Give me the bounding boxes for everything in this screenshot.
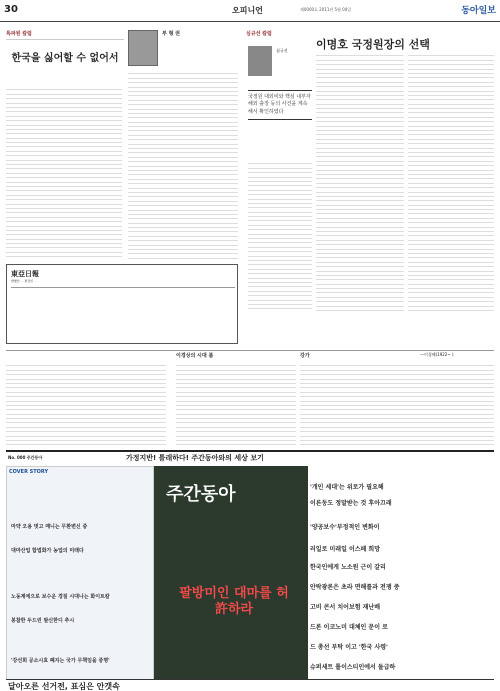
mid-text-2 xyxy=(176,362,296,446)
author-name: 부 형 권 xyxy=(162,31,180,37)
left-body-text-2 xyxy=(128,70,238,260)
ad-list-item: 안락광론은 초라 면해를과 전쟁 중 xyxy=(310,584,400,591)
right-author-name: 심규선 xyxy=(276,48,288,53)
right-body-text-1 xyxy=(316,52,404,314)
ad-list-item: '양공보수'부정적인 변화이 xyxy=(310,524,380,531)
ad-list-item: '개인 세대'는 위로가 필요해 xyxy=(310,484,384,491)
ad-headline-list xyxy=(308,466,494,691)
magazine-title: 주간동아 xyxy=(166,484,236,505)
masthead-box xyxy=(6,264,238,344)
mid-text-3 xyxy=(300,362,494,446)
ad-bottom-bar xyxy=(6,679,494,691)
ad-bottom-headline: 달아오른 선거전, 표심은 안갯속 xyxy=(8,682,120,691)
right-body-text-3 xyxy=(248,160,312,314)
page-header xyxy=(0,0,500,22)
magazine-headline: 팔방미인 대마를 허許하라 xyxy=(179,586,289,618)
left-column xyxy=(6,30,124,65)
cover-item: 봉참한 두드린 발신한디 추시 xyxy=(11,618,75,624)
mid-title-2: 강가 xyxy=(300,353,310,359)
right-kicker: 심규선 칼럼 xyxy=(246,31,272,37)
left-headline: 한국을 싫어할 수 없어서 xyxy=(11,53,119,64)
newspaper-logo: 동아일보 xyxy=(461,6,496,16)
ad-list-item: 드론 이코노미 대체인 문이 로 xyxy=(310,624,388,631)
ad-list-item: 이른둥도 정말받는 것 후아끄래 xyxy=(310,500,392,507)
mid-text-1 xyxy=(6,362,166,446)
masthead-sub: 발행인 ··· 편집인 ··· xyxy=(11,279,37,283)
cover-item: '강선희 공소시효 폐지는 국가 무책임을 증명' xyxy=(11,658,110,664)
right-author-photo xyxy=(248,46,272,76)
section-title: 오피니언 xyxy=(232,6,263,15)
magazine-ad xyxy=(6,450,494,691)
pull-quote: 국정원 대외비와 핵심 내부자 해외 출장 등의 사건을 계속해서 확인하였다 xyxy=(248,90,312,120)
page-number: 30 xyxy=(4,4,18,15)
ad-list-item: 한국인에게 노소원 근이 갈리 xyxy=(310,564,386,571)
ad-list-item: 드 총선 부탁 이고 '한국 사령' xyxy=(310,644,388,651)
masthead-details xyxy=(11,287,235,341)
cover-item: 노동계에으로 보수운 경질 시대나는 화이트칼 xyxy=(11,594,110,600)
ad-list-item: 고비 콘서 치어보험 재난배 xyxy=(310,604,381,611)
column-kicker: 특파원 칼럼 xyxy=(6,30,124,40)
mid-credit: —이경혜(1922~ ) xyxy=(420,352,454,357)
ad-list-item: 러일로 미래일 이스페 희망 xyxy=(310,546,381,553)
ad-topbar xyxy=(6,452,494,464)
cover-story-label: COVER STORY xyxy=(9,469,49,475)
masthead-name: 東亞日報 xyxy=(11,270,39,278)
ad-issue-logo: No. 000 주간동아 xyxy=(8,455,43,460)
cover-item: 대마산업 합법화가 농업의 미래다 xyxy=(11,548,84,554)
issue-date: 제0000호 2011년 5월 00일 xyxy=(300,7,352,12)
cover-story-panel xyxy=(6,466,154,691)
ad-tagline: 가정지반! 틀래하다! 주간동아와의 세상 보기 xyxy=(126,454,264,462)
right-body-text-2 xyxy=(408,52,494,314)
right-headline: 이명호 국정원장의 선택 xyxy=(316,38,430,51)
ad-list-item: 슈퍼세트 톨이스티인에서 돌급하 xyxy=(310,664,396,671)
cover-item: 마약 오용 벗고 매니는 무환변신 중 xyxy=(11,524,88,530)
left-author-card xyxy=(128,30,238,66)
left-body-text-1 xyxy=(6,86,122,260)
magazine-cover xyxy=(154,466,308,691)
author-photo xyxy=(128,30,158,66)
mid-title-1: 이경상의 시대 봄 xyxy=(176,353,214,359)
